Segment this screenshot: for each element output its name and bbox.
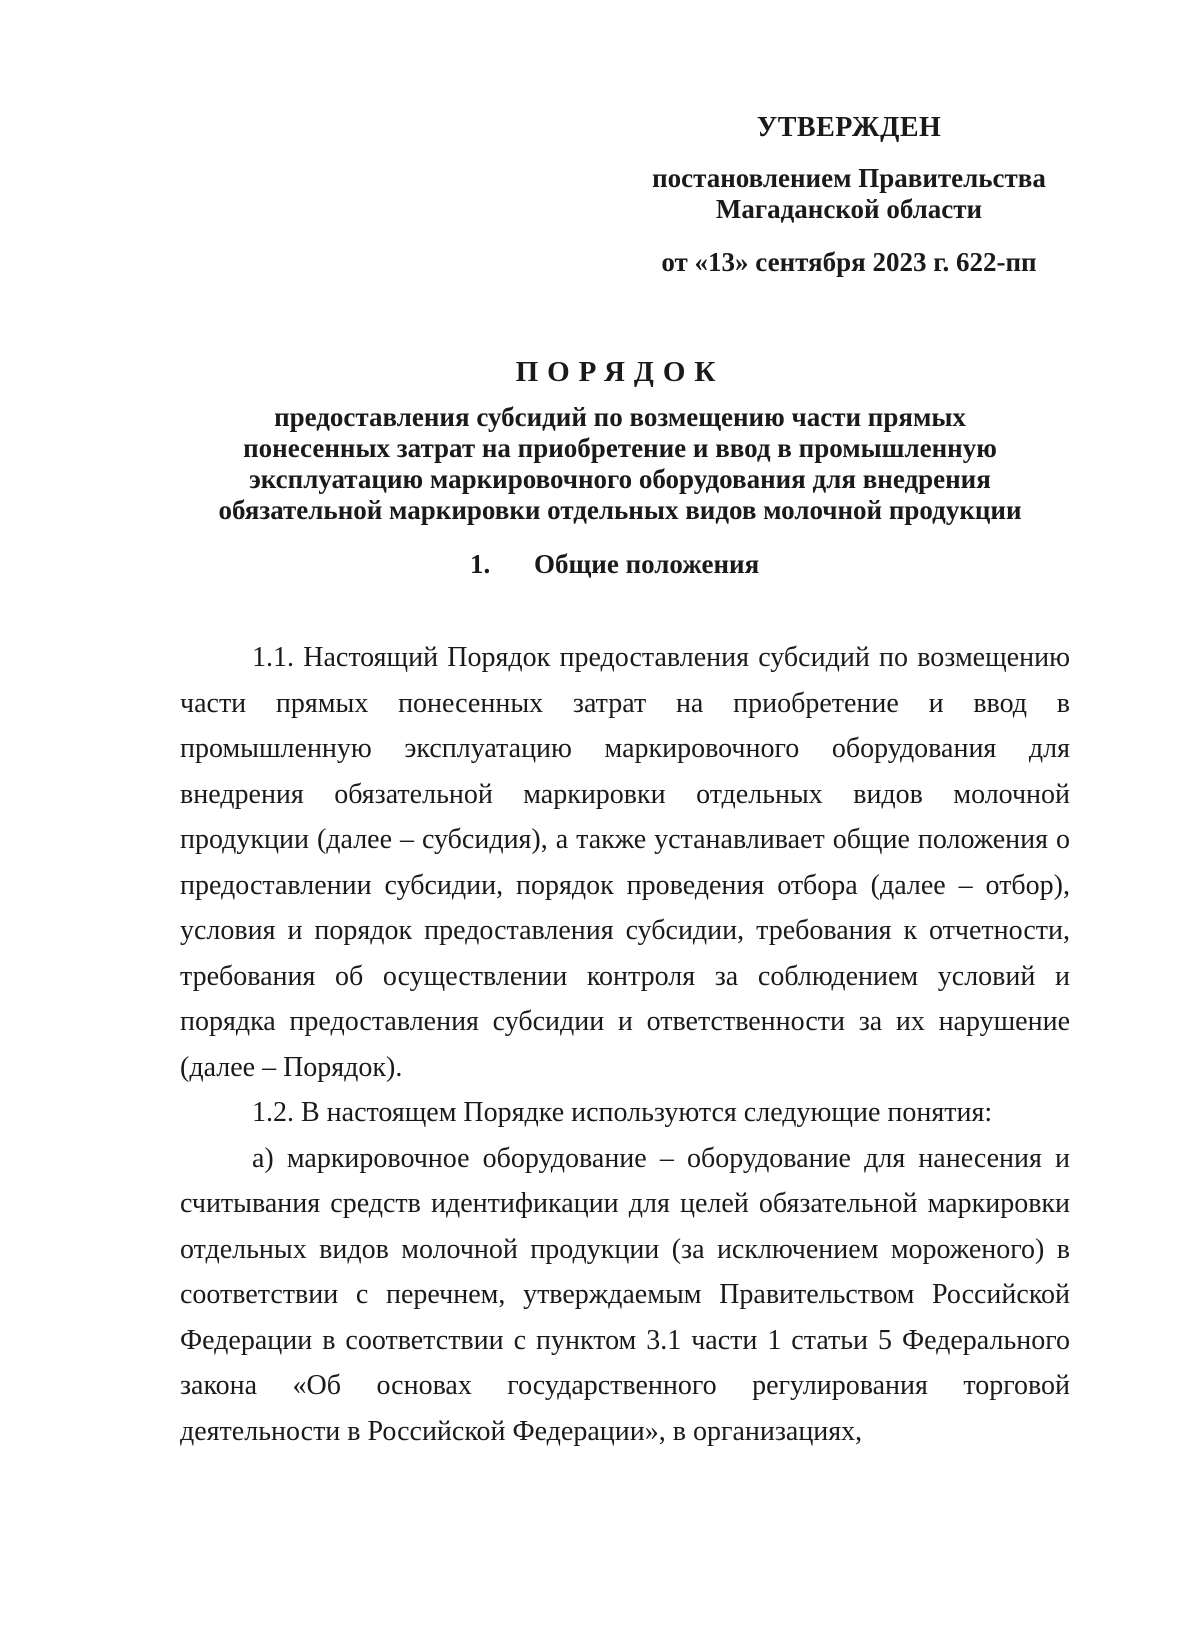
- approval-heading: УТВЕРЖДЕН: [756, 112, 942, 143]
- approval-date: от «13» сентября 2023 г. 622-пп: [661, 247, 1037, 277]
- document-body: [180, 635, 1070, 1454]
- title-main: ПОРЯДОК: [515, 356, 725, 388]
- paragraph-a: а) маркировочное оборудование – оборудование для нанесения и считывания средств идентификации для целей обязательной маркировки отдельных видов молочной продукции (за исключением мороженого) в соответствии с перечнем, утверждаемым Правительством Российской Федерации в соответствии с пунктом 3.1 части 1 статьи 5 Федерального закона «Об основах государственного регулирования торговой деятельности в Российской Федерации», в организациях,: [180, 1142, 1070, 1447]
- section-heading: [470, 549, 759, 580]
- approval-line-1: постановлением Правительства: [652, 163, 1046, 193]
- document-title: [170, 356, 1070, 526]
- subtitle-line: обязательной маркировки отдельных видов молочной продукции: [218, 495, 1022, 525]
- approval-line-2: Магаданской области: [715, 194, 983, 224]
- title-subtitle: [170, 402, 1070, 526]
- paragraph-1-1: 1.1. Настоящий Порядок предоставления субсидий по возмещению части прямых понесенных затрат на приобретение и ввод в промышленную эксплуатацию маркировочного оборудования для внедрения обязательной маркировки отдельных видов молочной продукции (далее – субсидия), а также устанавливает общие положения о предоставлении субсидии, порядок проведения отбора (далее – отбор), условия и порядок предоставления субсидии, требования к отчетности, требования об осуществлении контроля за соблюдением условий и порядка предоставления субсидии и ответственности за их нарушение (далее – Порядок).: [180, 642, 1070, 1083]
- subtitle-line: предоставления субсидий по возмещению части прямых: [274, 402, 966, 432]
- section-title: Общие положения: [534, 549, 760, 579]
- paragraph-1-2: 1.2. В настоящем Порядке используются следующие понятия:: [252, 1097, 993, 1128]
- subtitle-line: эксплуатацию маркировочного оборудования для внедрения: [249, 464, 991, 494]
- subtitle-line: понесенных затрат на приобретение и ввод в промышленную: [243, 433, 997, 463]
- approval-stamp: [636, 112, 1062, 278]
- section-number: 1.: [470, 549, 491, 579]
